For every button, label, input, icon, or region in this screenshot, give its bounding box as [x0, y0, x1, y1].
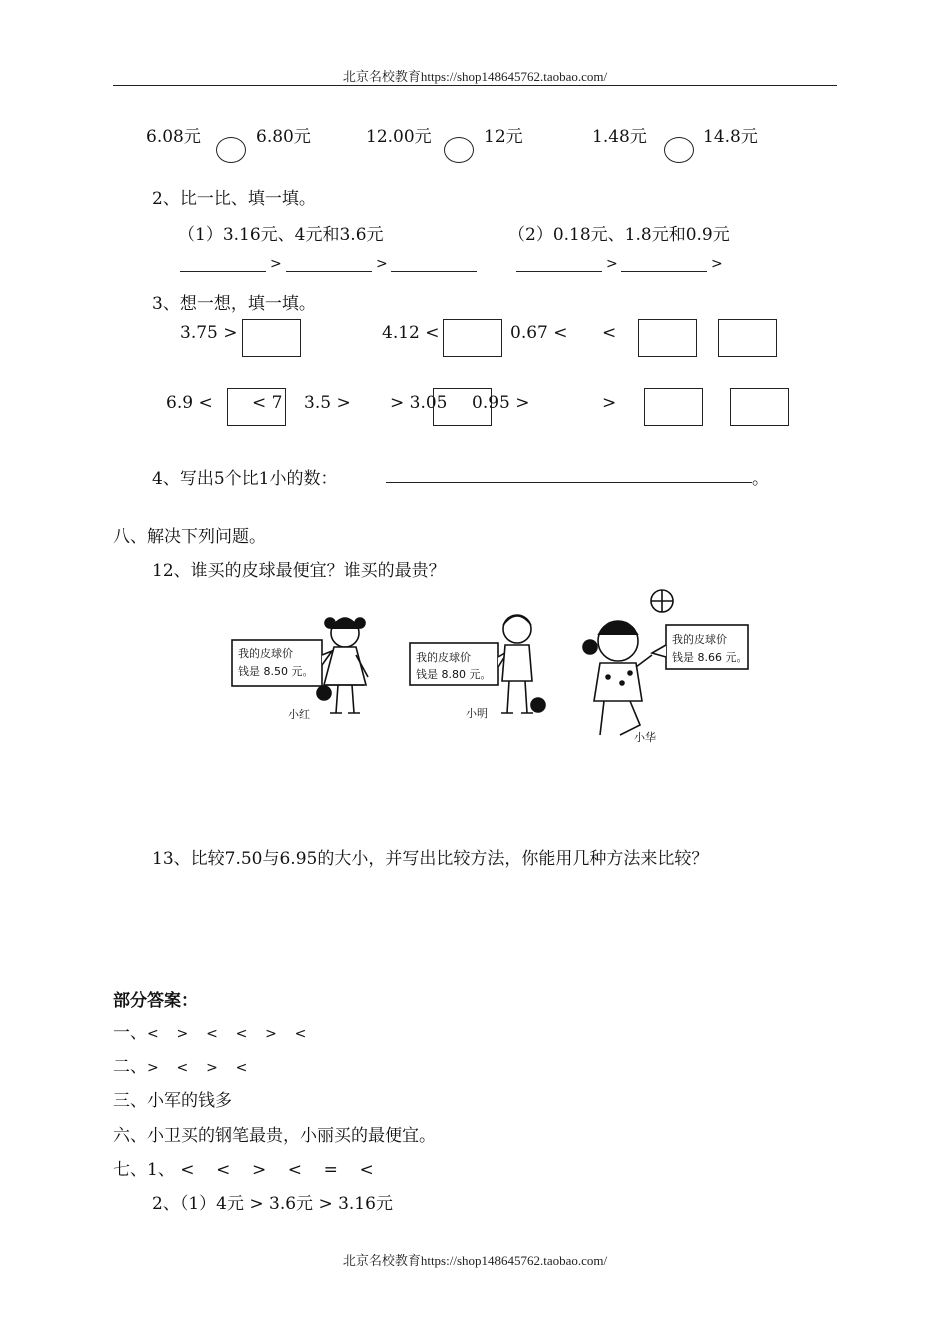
- answer-label-5: 七、: [113, 1160, 147, 1180]
- answer-line-4: [113, 1121, 436, 1146]
- q3-expr-e2: > 3.05: [390, 393, 448, 413]
- answer-line-6: [152, 1189, 393, 1214]
- q3-box-c2[interactable]: [718, 319, 777, 357]
- xiaoming-line2: 钱是 8.80 元。: [416, 668, 492, 681]
- xiaoming-name: 小明: [466, 707, 488, 720]
- compare-left-2: 12.00元: [366, 127, 432, 147]
- answers-title: 部分答案：: [113, 991, 198, 1011]
- compare-circle-3[interactable]: [664, 137, 694, 163]
- q3-expr-d2: < 7: [252, 393, 283, 413]
- q3-expr-a: 3.75 >: [180, 323, 238, 343]
- answer-line-1: [113, 1018, 306, 1043]
- q3-box-f2[interactable]: [730, 388, 789, 426]
- q2-gt-2: >: [376, 256, 388, 272]
- answer-text-4: 小卫买的钢笔最贵，小丽买的最便宜。: [147, 1126, 436, 1146]
- page-header: 北京名校教育https://shop148645762.taobao.com/: [342, 69, 608, 84]
- q3-box-f1[interactable]: [644, 388, 703, 426]
- q4-text: 4、写出5个比1小的数：: [152, 469, 338, 489]
- q3-expr-f2: >: [602, 393, 617, 413]
- answer-text-2: > < > <: [147, 1060, 248, 1076]
- xiaohua-line1: 我的皮球价: [672, 633, 727, 646]
- answer-label-4: 六、: [113, 1126, 147, 1146]
- compare-circle-2[interactable]: [444, 137, 474, 163]
- q2-blank-3[interactable]: [391, 271, 477, 272]
- compare-left-1: 6.08元: [146, 127, 201, 147]
- q2-gt-1: >: [270, 256, 282, 272]
- answer-line-3: [113, 1086, 232, 1111]
- q2-part1: （1）3.16元、4元和3.6元: [178, 225, 384, 245]
- xiaohong-line2: 钱是 8.50 元。: [238, 665, 314, 678]
- q3-box-b[interactable]: [443, 319, 502, 357]
- answer-text-1: < > < < > <: [147, 1026, 307, 1042]
- children-illustration: [220, 585, 780, 755]
- q12-text: 12、谁买的皮球最便宜？谁买的最贵？: [152, 561, 446, 581]
- q3-box-c1[interactable]: [638, 319, 697, 357]
- answer-text-5: 1、 < < > < = <: [147, 1160, 374, 1180]
- kid-xiaoming: [410, 615, 545, 713]
- answer-text-6: 2、（1）4元 > 3.6元 > 3.16元: [152, 1194, 393, 1214]
- compare-circle-1[interactable]: [216, 137, 246, 163]
- q2-title: 2、比一比、填一填。: [152, 189, 316, 209]
- q13-text: 13、比较7.50与6.95的大小，并写出比较方法，你能用几种方法来比较？: [152, 849, 709, 869]
- answer-line-5: [113, 1155, 374, 1180]
- q3-expr-f: 0.95 >: [472, 393, 530, 413]
- q2-gt-4: >: [711, 256, 723, 272]
- page-footer: 北京名校教育https://shop148645762.taobao.com/: [342, 1253, 608, 1268]
- q3-title: 3、想一想，填一填。: [152, 294, 316, 314]
- answer-label-1: 一、: [113, 1023, 147, 1043]
- answer-label-3: 三、: [113, 1091, 147, 1111]
- q2-gt-3: >: [606, 256, 618, 272]
- header-rule: [113, 85, 837, 86]
- compare-left-3: 1.48元: [592, 127, 647, 147]
- xiaohong-line1: 我的皮球价: [238, 647, 293, 660]
- q2-blank-1[interactable]: [180, 271, 266, 272]
- q2-blank-5[interactable]: [621, 271, 707, 272]
- section8-title: 八、解决下列问题。: [113, 527, 266, 547]
- xiaoming-line1: 我的皮球价: [416, 651, 471, 664]
- q3-expr-b: 4.12 <: [382, 323, 440, 343]
- q3-expr-e: 3.5 >: [304, 393, 351, 413]
- q4-end: 。: [752, 469, 769, 489]
- compare-right-2: 12元: [484, 127, 523, 147]
- q2-blank-4[interactable]: [516, 271, 602, 272]
- q4-blank[interactable]: [386, 482, 752, 483]
- q2-part2: （2）0.18元、1.8元和0.9元: [508, 225, 730, 245]
- q3-expr-d: 6.9 <: [166, 393, 213, 413]
- q3-expr-c: 0.67 <: [510, 323, 568, 343]
- answer-line-2: [113, 1052, 247, 1077]
- q3-box-a[interactable]: [242, 319, 301, 357]
- answer-label-2: 二、: [113, 1057, 147, 1077]
- xiaohong-name: 小红: [288, 708, 310, 721]
- q2-blank-2[interactable]: [286, 271, 372, 272]
- xiaohua-name: 小华: [634, 731, 656, 744]
- xiaohua-line2: 钱是 8.66 元。: [672, 651, 748, 664]
- answer-text-3: 小军的钱多: [147, 1091, 232, 1111]
- compare-right-1: 6.80元: [256, 127, 311, 147]
- compare-right-3: 14.8元: [703, 127, 758, 147]
- q3-expr-c2: <: [602, 323, 617, 343]
